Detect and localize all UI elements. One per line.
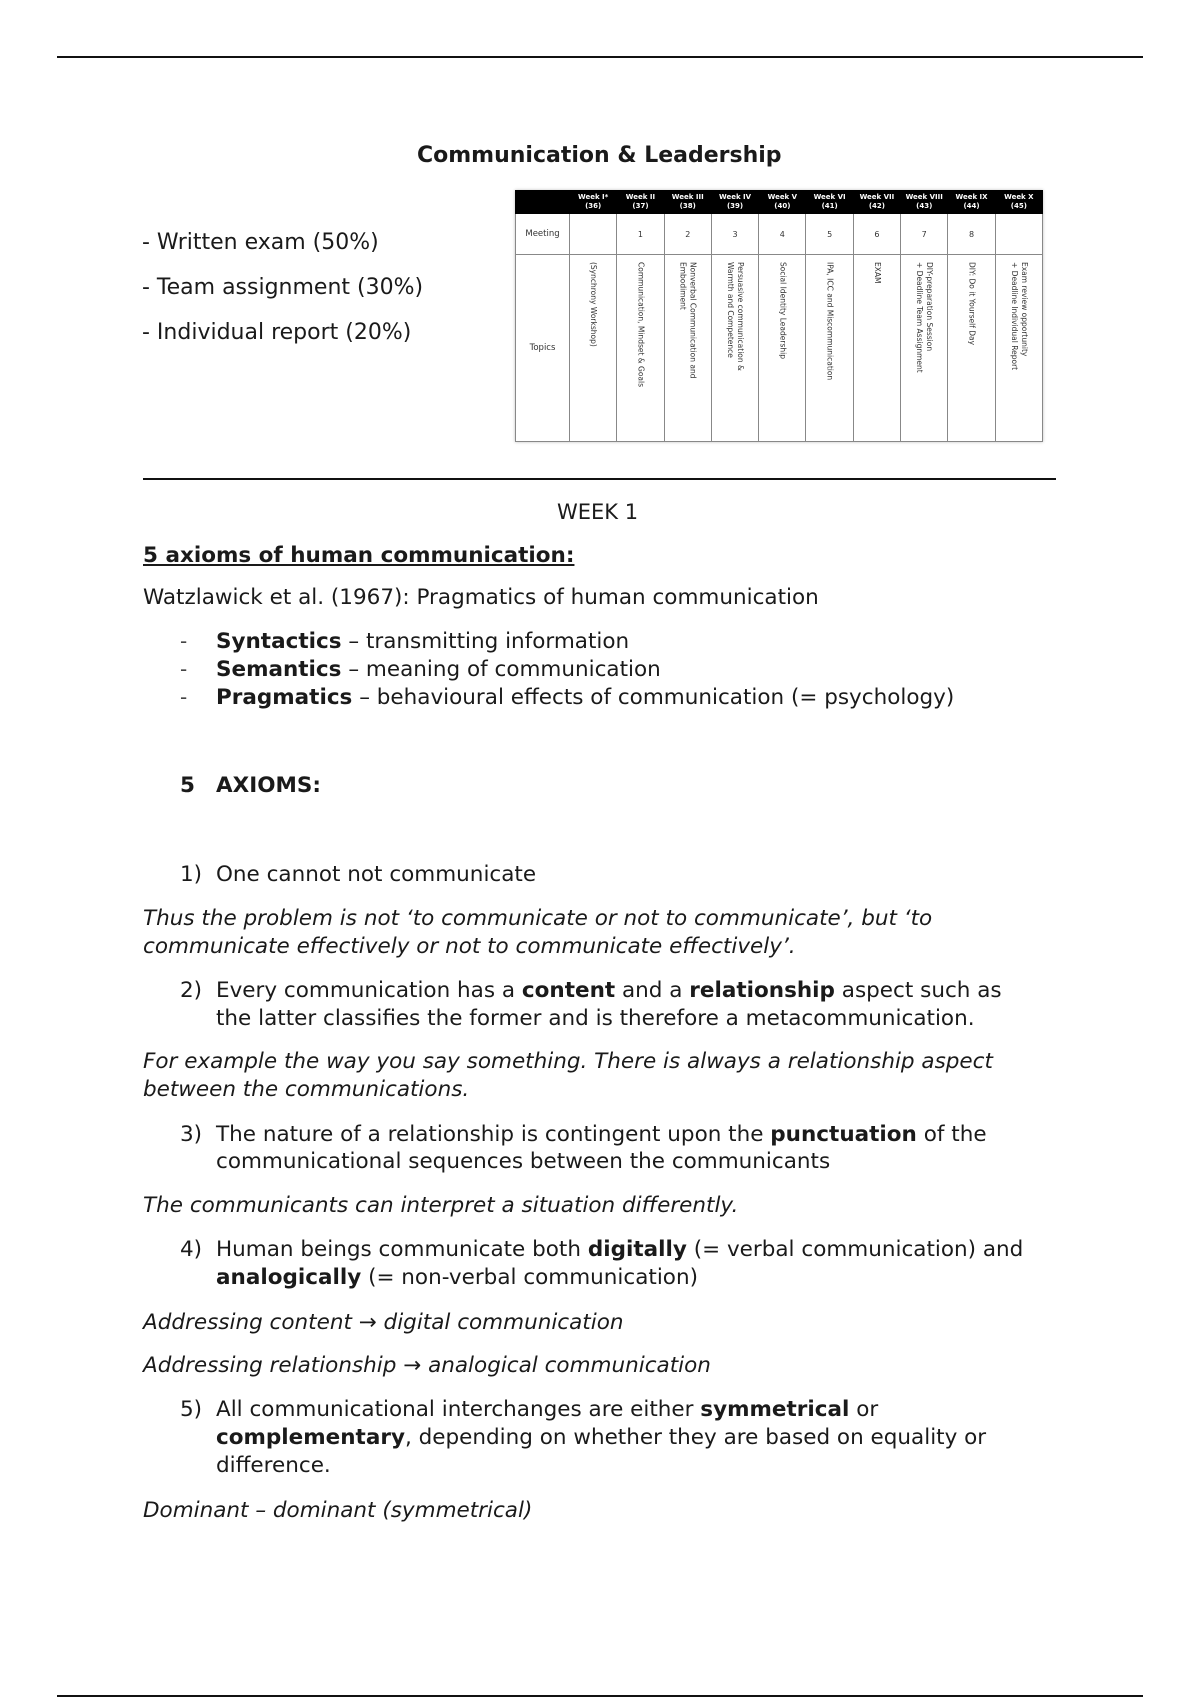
bullet-dash: - xyxy=(180,685,188,709)
schedule-topic-text: Persuasive communication & Warmth and Competence xyxy=(726,262,746,371)
axiom-number: 2) xyxy=(180,978,203,1003)
axiom-1-note-line2: communicate effectively or not to communicate effectively’. xyxy=(143,934,796,959)
level-term: Semantics xyxy=(216,657,342,682)
page-title: Communication & Leadership xyxy=(417,143,782,168)
grading-item-team: - Team assignment (30%) xyxy=(142,275,424,300)
axiom-2-line1: Every communication has a content and a relationship aspect such as xyxy=(216,978,1002,1003)
course-schedule-table xyxy=(515,190,1043,442)
schedule-meeting-cell xyxy=(995,214,1042,255)
footer-rule xyxy=(57,1695,1143,1697)
axiom-number: 1) xyxy=(180,862,203,887)
schedule-header-cell: Week II (37) xyxy=(617,191,664,214)
schedule-meeting-row xyxy=(516,214,1043,255)
header-rule xyxy=(57,56,1143,58)
schedule-topic-cell xyxy=(806,255,853,442)
axiom-4-line2: analogically (= non-verbal communication) xyxy=(216,1265,698,1290)
level-desc: – transmitting information xyxy=(341,629,630,654)
schedule-header-cell: Week IX (44) xyxy=(948,191,995,214)
schedule-header-cell: Week III (38) xyxy=(664,191,711,214)
schedule-meeting-cell: 2 xyxy=(664,214,711,255)
schedule-header-cell: Week VIII (43) xyxy=(901,191,948,214)
axiom-4-note-relationship: Addressing relationship → analogical communication xyxy=(143,1353,711,1378)
axioms-heading-number: 5 xyxy=(180,773,195,798)
schedule-meeting-cell: 6 xyxy=(853,214,900,255)
schedule-meeting-cell: 4 xyxy=(759,214,806,255)
schedule-topic-text: DIY-preparation Session + Deadline Team Assignment xyxy=(915,262,935,373)
bullet-dash: - xyxy=(180,657,188,681)
schedule-topic-cell xyxy=(664,255,711,442)
axiom-5-line3: difference. xyxy=(216,1453,331,1478)
axiom-4-line1: Human beings communicate both digitally (= verbal communication) and xyxy=(216,1237,1024,1262)
schedule-topic-cell xyxy=(853,255,900,442)
schedule-header-row xyxy=(516,191,1043,214)
axiom-3-note: The communicants can interpret a situation differently. xyxy=(143,1193,739,1218)
schedule-topic-text: (Synchrony Workshop) xyxy=(589,262,599,347)
level-item-syntactics xyxy=(216,628,629,656)
schedule-row-label: Topics xyxy=(516,255,570,442)
axiom-3-line1: The nature of a relationship is contingent upon the punctuation of the xyxy=(216,1122,987,1147)
axiom-number: 5) xyxy=(180,1397,203,1422)
axiom-5-line2: complementary, depending on whether they are based on equality or xyxy=(216,1425,987,1450)
schedule-header-cell: Week I* (36) xyxy=(570,191,617,214)
schedule-topic-text: Social Identity Leadership xyxy=(778,262,788,359)
axiom-3-line2: communicational sequences between the communicants xyxy=(216,1149,831,1174)
axiom-1-text: One cannot not communicate xyxy=(216,862,537,887)
schedule-topic-text: Nonverbal Communication and Embodiment xyxy=(678,262,698,379)
schedule-meeting-cell xyxy=(570,214,617,255)
level-term: Syntactics xyxy=(216,629,342,654)
axioms-heading-label: AXIOMS: xyxy=(216,773,321,798)
level-item-pragmatics xyxy=(216,684,954,712)
axioms-heading xyxy=(180,772,321,800)
schedule-header-cell: Week X (45) xyxy=(995,191,1042,214)
schedule-header-cell: Week VII (42) xyxy=(853,191,900,214)
schedule-topics-row xyxy=(516,255,1043,442)
schedule-topic-text: EXAM xyxy=(872,262,882,284)
reference-line: Watzlawick et al. (1967): Pragmatics of human communication xyxy=(143,585,819,610)
axiom-4-note-content: Addressing content → digital communication xyxy=(143,1310,624,1335)
level-desc: – meaning of communication xyxy=(341,657,661,682)
schedule-header-cell: Week IV (39) xyxy=(711,191,758,214)
schedule-topic-text: Communication, Mindset & Goals xyxy=(636,262,646,388)
section-heading: 5 axioms of human communication: xyxy=(143,543,575,568)
axiom-1-note-line1: Thus the problem is not ‘to communicate or not to communicate’, but ‘to xyxy=(143,906,933,931)
axiom-2-line2: the latter classifies the former and is therefore a metacommunication. xyxy=(216,1006,975,1031)
axiom-number: 3) xyxy=(180,1122,203,1147)
schedule-topic-text: Exam review opportunity + Deadline Individual Report xyxy=(1009,262,1029,371)
axiom-2-note-line2: between the communications. xyxy=(143,1077,470,1102)
schedule-topic-cell xyxy=(901,255,948,442)
grading-item-exam: - Written exam (50%) xyxy=(142,230,379,255)
axiom-2-note-line1: For example the way you say something. There is always a relationship aspect xyxy=(143,1049,993,1074)
schedule-topic-text: IPA, ICC and Miscommunication xyxy=(825,262,835,381)
schedule-topic-cell xyxy=(570,255,617,442)
schedule-topic-text: DIY: Do it Yourself Day xyxy=(967,262,977,346)
level-item-semantics xyxy=(216,656,661,684)
schedule-topic-cell xyxy=(995,255,1042,442)
schedule-meeting-cell: 5 xyxy=(806,214,853,255)
week-label: WEEK 1 xyxy=(557,500,639,524)
schedule-topic-cell xyxy=(948,255,995,442)
schedule-topic-cell xyxy=(711,255,758,442)
schedule-header-cell xyxy=(516,191,570,214)
axiom-5-note: Dominant – dominant (symmetrical) xyxy=(143,1498,533,1523)
level-desc: – behavioural effects of communication (= psychology) xyxy=(352,685,955,710)
schedule-header-cell: Week VI (41) xyxy=(806,191,853,214)
schedule-topic-cell xyxy=(759,255,806,442)
axiom-5-line1: All communicational interchanges are either symmetrical or xyxy=(216,1397,879,1422)
schedule-meeting-cell: 1 xyxy=(617,214,664,255)
schedule-meeting-cell: 7 xyxy=(901,214,948,255)
schedule-meeting-cell: 8 xyxy=(948,214,995,255)
schedule-topic-cell xyxy=(617,255,664,442)
schedule-meeting-cell: 3 xyxy=(711,214,758,255)
level-term: Pragmatics xyxy=(216,685,353,710)
section-divider xyxy=(143,478,1056,480)
grading-item-report: - Individual report (20%) xyxy=(142,320,412,345)
axiom-number: 4) xyxy=(180,1237,203,1262)
schedule-header-cell: Week V (40) xyxy=(759,191,806,214)
schedule-row-label: Meeting xyxy=(516,214,570,255)
bullet-dash: - xyxy=(180,629,188,653)
